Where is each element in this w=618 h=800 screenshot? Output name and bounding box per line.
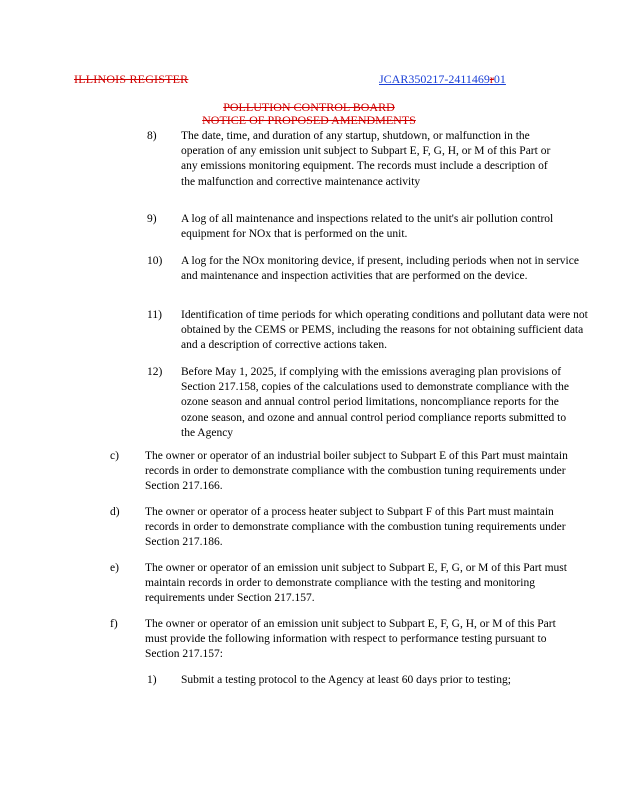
item-number: 1) xyxy=(147,674,157,686)
item-number: 9) xyxy=(147,213,157,225)
item-letter: c) xyxy=(110,450,119,462)
list-item: The owner or operator of a process heater subject to Subpart F of this Part must maintain records in order to demonstrate compliance with the combustion tuning requirements under Section 217.186. xyxy=(145,506,566,549)
agency-title: POLLUTION CONTROL BOARD xyxy=(223,100,395,114)
list-item: Submit a testing protocol to the Agency at least 60 days prior to testing; xyxy=(181,674,511,686)
document-id-link[interactable] xyxy=(379,72,506,87)
list-item: The owner or operator of an industrial boiler subject to Subpart E of this Part must maintain records in order to demonstrate compliance with the combustion tuning requirements under Section 217.166. xyxy=(145,450,568,493)
item-letter: f) xyxy=(110,618,118,630)
list-item: The date, time, and duration of any startup, shutdown, or malfunction in the operation of any emission unit subject to Subpart E, F, G, H, or M of this Part or any emissions monitoring equipment. The records must include a description of the malfunction and corrective maintenance activity xyxy=(181,130,551,188)
register-header: ILLINOIS REGISTER xyxy=(74,72,189,86)
list-item: Identification of time periods for which operating conditions and pollutant data were not obtained by the CEMS or PEMS, including the reasons for not obtaining sufficient data and a description of corrective actions taken. xyxy=(181,309,588,352)
item-number: 11) xyxy=(147,309,162,321)
document-id-struck: r xyxy=(489,72,494,86)
document-id-suffix: 01 xyxy=(493,72,506,86)
item-number: 8) xyxy=(147,130,157,142)
item-letter: e) xyxy=(110,562,119,574)
item-letter: d) xyxy=(110,506,120,518)
list-item: A log of all maintenance and inspections related to the unit's air pollution control equipment for NOx that is performed on the unit. xyxy=(181,213,554,241)
list-item: A log for the NOx monitoring device, if present, including periods when not in service and maintenance and inspection activities that are performed on the device. xyxy=(181,255,579,283)
list-item: Before May 1, 2025, if complying with the emissions averaging plan provisions of Section 217.158, copies of the calculations used to demonstrate compliance with the ozone season and annual control period limitations, noncompliance reports for the ozone season, and ozone and annual control period compliance reports submitted to the Agency xyxy=(181,366,570,439)
list-item: The owner or operator of an emission unit subject to Subpart E, F, G, or M of this Part must maintain records in order to demonstrate compliance with the testing and monitoring requirements under Section 217.157. xyxy=(145,562,567,605)
notice-title: NOTICE OF PROPOSED AMENDMENTS xyxy=(202,113,416,127)
document-id: JCAR350217-2411469 xyxy=(379,72,490,86)
list-item: The owner or operator of an emission unit subject to Subpart E, F, G, H, or M of this Part must provide the following information with respect to performance testing pursuant to Section 217.157: xyxy=(145,618,556,661)
item-number: 10) xyxy=(147,255,163,267)
item-number: 12) xyxy=(147,366,163,378)
